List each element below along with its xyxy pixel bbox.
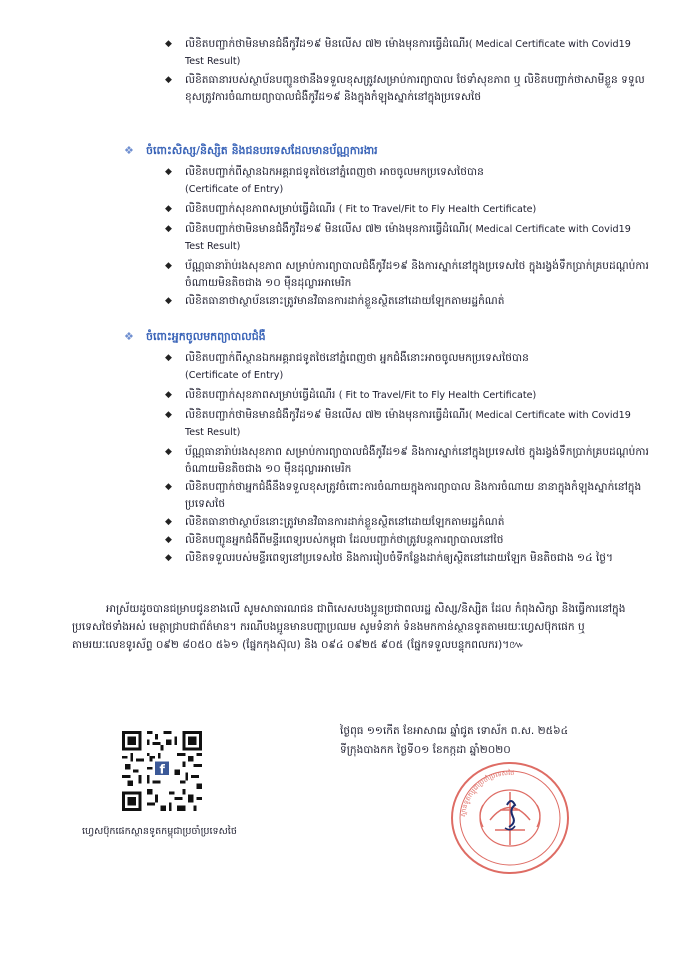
qr-caption: ហ្វេសប៊ុកផេកស្ថានទូតកម្ពុជាប្រចាំប្រទេសថៃ xyxy=(82,826,237,837)
list-item: ◆ លិខិតទទួលរបស់មន្ទីរពេទ្យនៅប្រទេសថៃ និងការរៀបចំទីកន្លែងដាក់ឲ្យស្ថិតនៅដោយឡែក មិនតិចជាង ១៤ ថ្ងៃ។ xyxy=(0,550,679,567)
list-item: ◆ លិខិតបញ្ជាក់ថាមិនមានជំងឺកូវីដ១៩ មិនលើស ៧២ ម៉ោងមុនការធ្វើដំណើរ( Medical Certificate with Covid19 Test Result) xyxy=(165,409,631,438)
list-item: ◆ លិខិតបញ្ជាក់សុខភាពសម្រាប់ធ្វើដំណើរ ( Fit to Travel/Fit to Fly Health Certificate) xyxy=(0,201,679,218)
list-item: ◆ លិខិតធានារបស់ស្ថាប័នបញ្ជូនថានឹងទទួលខុសត្រូវសម្រាប់ការព្យាបាល ថែទាំសុខភាព ឬ លិខិតបញ្ជាក់ថាសាមីខ្លួន ទទួលខុសត្រូវការចំណាយព្យាបាលជំងឺកូវីដ១៩ និងក្នុងកំឡុងស្នាក់នៅក្នុងប្រទេសថៃ xyxy=(165,74,645,103)
svg-text:ស្ថានទូតកម្ពុជាប្រចាំប្រទេសថៃ: ស្ថានទូតកម្ពុជាប្រចាំប្រទេសថៃ xyxy=(458,768,515,818)
qr-code-icon[interactable] xyxy=(122,731,202,811)
list-item: ◆ ប័ណ្ណធានារ៉ាប់រងសុខភាព សម្រាប់ការព្យាបាលជំងឺកូវីដ១៩ និងការស្នាក់នៅក្នុងប្រទេសថៃ ក្នុងរង្វង់ទឹកប្រាក់គ្របដណ្តប់ការចំណាយមិនតិចជាង ១០ ម៉ឺនដុល្លារអាមេរិក xyxy=(165,446,649,475)
top-requirements-list xyxy=(0,36,679,106)
list-item: ◆ លិខិតធានាថាស្ថាប័ននោះត្រូវមានវិធានការដាក់ខ្លួនស្ថិតនៅដោយឡែកតាមរដ្ឋកំណត់ xyxy=(0,293,679,310)
diamond-bullet-icon: ◆ xyxy=(165,410,172,420)
list-item: ◆ លិខិតបញ្ជាក់ថាអ្នកជំងឺនឹងទទួលខុសត្រូវចំពោះការចំណាយក្នុងការព្យាបាល និងការចំណាយ នានាក្នុងកំឡុងស្នាក់នៅក្នុងប្រទេសថៃ xyxy=(165,481,642,510)
list-item: ◆ លិខិតបញ្ជូនអ្នកជំងឺពីមន្ទីរពេទ្យរបស់កម្ពុជា ដែលបញ្ជាក់ថាត្រូវបន្តការព្យាបាលនៅថៃ xyxy=(0,532,679,549)
diamond-bullet-icon: ◆ xyxy=(165,353,172,363)
section-heading: ❖ ចំពោះអ្នកចូលមកព្យាបាលជំងឺ xyxy=(0,328,679,346)
list-item: ◆ លិខិតធានាថាស្ថាប័ននោះត្រូវមានវិធានការដាក់ខ្លួនស្ថិតនៅដោយឡែកតាមរដ្ឋកំណត់ xyxy=(0,514,679,531)
list-item: ◆ លិខិតបញ្ជាក់ពីស្ថានឯកអគ្គរាជទូតថៃនៅភ្នំពេញថា អ្នកជំងឺនោះអាចចូលមកប្រទេសថៃបាន (Certificate of Entry) xyxy=(165,352,529,381)
heading-bullet-icon: ❖ xyxy=(124,330,134,343)
diamond-bullet-icon: ◆ xyxy=(165,535,172,545)
heading-bullet-icon: ❖ xyxy=(124,144,134,157)
closing-paragraph: អាស្រ័យដូចបានជម្រាបជូនខាងលើ សូមសាធារណជន ជាពិសេសបងប្អូនប្រជាពលរដ្ឋ សិស្ស/និស្សិត ដែល កំពុងសិក្សា និងធ្វើការនៅក្នុងប្រទេសថៃទាំងអស់ មេត្តាជ្រាបជាព័ត៌មាន។ ករណីបងប្អូនមានបញ្ហាប្រឈម សូមទំនាក់ ទំនងមកកាន់ស្ថានទូតតាមរយៈហ្វេសប៊ុកផេក ឬតាមរយៈលេខទូរស័ព្ទ ០៩២ ៨០៥០ ៥៦១ (ផ្នែកកុងស៊ុល) និង ០៩៤ ០៩២៥ ៩០៥ (ផ្នែកទទួលបន្ទុកពលករ)។៚ xyxy=(72,603,626,651)
list-item: ◆ លិខិតបញ្ជាក់ថាមិនមានជំងឺកូវីដ១៩ មិនលើស ៧២ ម៉ោងមុនការធ្វើដំណើរ( Medical Certificate with Covid19 Test Result) xyxy=(165,38,631,67)
patients-section xyxy=(0,328,679,567)
list-item: ◆ ប័ណ្ណធានារ៉ាប់រងសុខភាព សម្រាប់ការព្យាបាលជំងឺកូវីដ១៩ និងការស្នាក់នៅក្នុងប្រទេសថៃ ក្នុងរង្វង់ទឹកប្រាក់គ្របដណ្តប់ការចំណាយមិនតិចជាង ១០ ម៉ឺនដុល្លារអាមេរិក xyxy=(165,260,649,289)
diamond-bullet-icon: ◆ xyxy=(165,167,172,177)
diamond-bullet-icon: ◆ xyxy=(165,75,172,85)
students-section xyxy=(0,142,679,310)
section-heading: ❖ ចំពោះសិស្ស/និស្សិត និងជនបរទេសដែលមានប័ណ្ណការងារ xyxy=(0,142,679,160)
svg-text:f: f xyxy=(159,761,165,777)
diamond-bullet-icon: ◆ xyxy=(165,204,172,214)
diamond-bullet-icon: ◆ xyxy=(165,517,172,527)
diamond-bullet-icon: ◆ xyxy=(165,39,172,49)
diamond-bullet-icon: ◆ xyxy=(165,447,172,457)
list-item: ◆ លិខិតបញ្ជាក់ថាមិនមានជំងឺកូវីដ១៩ មិនលើស ៧២ ម៉ោងមុនការធ្វើដំណើរ( Medical Certificate with Covid19 Test Result) xyxy=(165,223,631,252)
diamond-bullet-icon: ◆ xyxy=(165,390,172,400)
diamond-bullet-icon: ◆ xyxy=(165,553,172,563)
diamond-bullet-icon: ◆ xyxy=(165,296,172,306)
official-seal-icon xyxy=(435,750,585,880)
date-line: ថ្ងៃពុធ ១១កើត ខែអាសាឍ ឆ្នាំជូត ទោស័ក ព.ស. ២៥៦៤ xyxy=(340,725,569,737)
list-item: ◆ លិខិតបញ្ជាក់ពីស្ថានឯកអគ្គរាជទូតថៃនៅភ្នំពេញថា អាចចូលមកប្រទេសថៃបាន (Certificate of Entry) xyxy=(165,166,484,195)
diamond-bullet-icon: ◆ xyxy=(165,261,172,271)
place-line: ទីក្រុងបាងកក ថ្ងៃទី០១ ខែកក្កដា ឆ្នាំ២០២០ xyxy=(340,744,511,756)
diamond-bullet-icon: ◆ xyxy=(165,482,172,492)
list-item: ◆ លិខិតបញ្ជាក់សុខភាពសម្រាប់ធ្វើដំណើរ ( Fit to Travel/Fit to Fly Health Certificate) xyxy=(0,387,679,404)
diamond-bullet-icon: ◆ xyxy=(165,224,172,234)
